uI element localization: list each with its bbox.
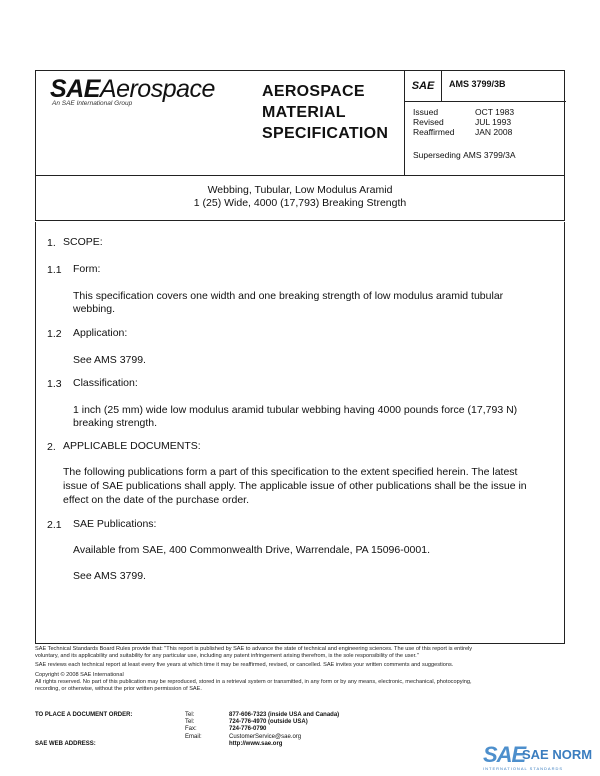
- order-row: [35, 726, 339, 733]
- document-title-line-2: 1 (25) Wide, 4000 (17,793) Breaking Strength: [193, 197, 407, 209]
- section-number: 1.3: [47, 378, 62, 390]
- footer-line: Copyright © 2008 SAE International: [35, 671, 124, 678]
- document-body: [35, 222, 565, 644]
- contact-key: Tel:: [185, 712, 195, 718]
- paragraph-line: webbing.: [73, 303, 116, 315]
- legal-footer: [35, 646, 565, 693]
- contact-value: 877-606-7323 (inside USA and Canada): [229, 712, 340, 718]
- footer-line: voluntary, and its applicability and suitability for any particular use, including any patent infringement arising therefrom, is the sole responsibility of the user.": [35, 653, 419, 660]
- superseding-label: Superseding: [413, 150, 461, 160]
- superseding-value: AMS 3799/3A: [463, 150, 516, 160]
- title-line-2: MATERIAL: [262, 104, 346, 121]
- logo-aerospace: Aerospace: [99, 75, 215, 103]
- sae-aerospace-logo: [36, 71, 258, 175]
- date-issued: [413, 107, 514, 117]
- superseding-info: [413, 150, 516, 160]
- order-label: TO PLACE A DOCUMENT ORDER:: [35, 712, 133, 718]
- order-row: [35, 712, 339, 719]
- date-label: Reaffirmed: [413, 127, 455, 137]
- order-row: [35, 719, 339, 726]
- document-title-line-1: Webbing, Tubular, Low Modulus Aramid: [207, 184, 393, 196]
- section-number: 2.: [47, 441, 56, 453]
- document-number: AMS 3799/3B: [449, 79, 506, 89]
- brand-subtitle: INTERNATIONAL STANDARDS: [483, 766, 564, 771]
- section-number: 1.2: [47, 328, 62, 340]
- footer-line: All rights reserved. No part of this publication may be reproduced, stored in a retrieval system or transmitted, in any form or by any means, electronic, mechanical, photocopying,: [35, 678, 472, 685]
- order-row: [35, 734, 339, 741]
- section-heading-application: Application:: [73, 327, 128, 339]
- footer-line: recording, or otherwise, without the prior written permission of SAE.: [35, 686, 202, 693]
- contact-value: 724-776-4970 (outside USA): [229, 719, 308, 726]
- document-info-panel: [404, 71, 566, 175]
- date-value: JAN 2008: [475, 127, 513, 137]
- section-number: 2.1: [47, 519, 62, 531]
- date-value: OCT 1983: [475, 107, 515, 117]
- footer-line: SAE Technical Standards Board Rules provide that: "This report is published by SAE to advance the state of technical and engineering sciences. The use of this report is entirely: [35, 646, 473, 652]
- section-heading-applicable-documents: APPLICABLE DOCUMENTS:: [63, 440, 201, 452]
- document-title-box: [35, 175, 565, 221]
- document-type-title: [262, 81, 388, 144]
- paragraph-line: See AMS 3799.: [73, 570, 146, 582]
- section-heading-sae-publications: SAE Publications:: [73, 518, 157, 530]
- section-heading-form: Form:: [73, 263, 101, 275]
- contact-key: Email:: [185, 733, 202, 740]
- sae-mini-logo: SAE: [405, 71, 442, 101]
- section-heading-classification: Classification:: [73, 377, 138, 389]
- spec-header: [35, 70, 565, 176]
- paragraph-line: This specification covers one width and one breaking strength of low modulus aramid tubular: [73, 290, 504, 302]
- section-number: 1.: [47, 237, 56, 249]
- paragraph-line: See AMS 3799.: [73, 354, 146, 366]
- section-heading-scope: SCOPE:: [63, 236, 103, 248]
- paragraph-line: effect on the date of the purchase order.: [63, 494, 250, 506]
- section-number: 1.1: [47, 264, 62, 276]
- paragraph-line: issue of SAE publications shall apply. The applicable issue of other publications shall be the issue in: [63, 480, 527, 492]
- sae-norm-watermark-logo: [480, 742, 593, 772]
- paragraph-line: breaking strength.: [73, 417, 158, 429]
- brand-sae: SAE: [483, 742, 526, 767]
- brand-norm: SAE NORM: [522, 747, 593, 762]
- paragraph-line: 1 inch (25 mm) wide low modulus aramid tubular webbing having 4000 pounds force (17,793 N): [73, 404, 518, 416]
- doc-number-row: [405, 71, 566, 102]
- document-dates: [413, 107, 514, 137]
- date-label: Issued: [413, 107, 439, 117]
- date-revised: [413, 117, 514, 127]
- paragraph-line: The following publications form a part of this specification to the extent specified herein. The latest: [63, 466, 518, 478]
- title-line-1: AEROSPACE: [262, 83, 365, 100]
- date-value: JUL 1993: [475, 117, 512, 127]
- title-line-3: SPECIFICATION: [262, 125, 389, 142]
- web-address-link[interactable]: http://www.sae.org: [229, 740, 283, 747]
- contact-value: CustomerService@sae.org: [229, 733, 302, 740]
- date-label: Revised: [413, 117, 444, 127]
- contact-key: Tel:: [185, 719, 195, 726]
- footer-line: SAE reviews each technical report at least every five years at which time it may be reaffirmed, revised, or cancelled. SAE invites your written comments and suggestions.: [35, 662, 454, 669]
- logo-sae: SAE: [50, 75, 100, 103]
- date-reaffirmed: [413, 127, 514, 137]
- paragraph-line: Available from SAE, 400 Commonwealth Drive, Warrendale, PA 15096-0001.: [73, 544, 430, 556]
- contact-value: 724-776-0790: [229, 726, 267, 733]
- order-row: [35, 741, 339, 748]
- logo-subtitle: An SAE International Group: [52, 100, 133, 107]
- contact-key: Fax:: [185, 726, 197, 733]
- order-info: [35, 712, 339, 748]
- web-label: SAE WEB ADDRESS:: [35, 740, 96, 747]
